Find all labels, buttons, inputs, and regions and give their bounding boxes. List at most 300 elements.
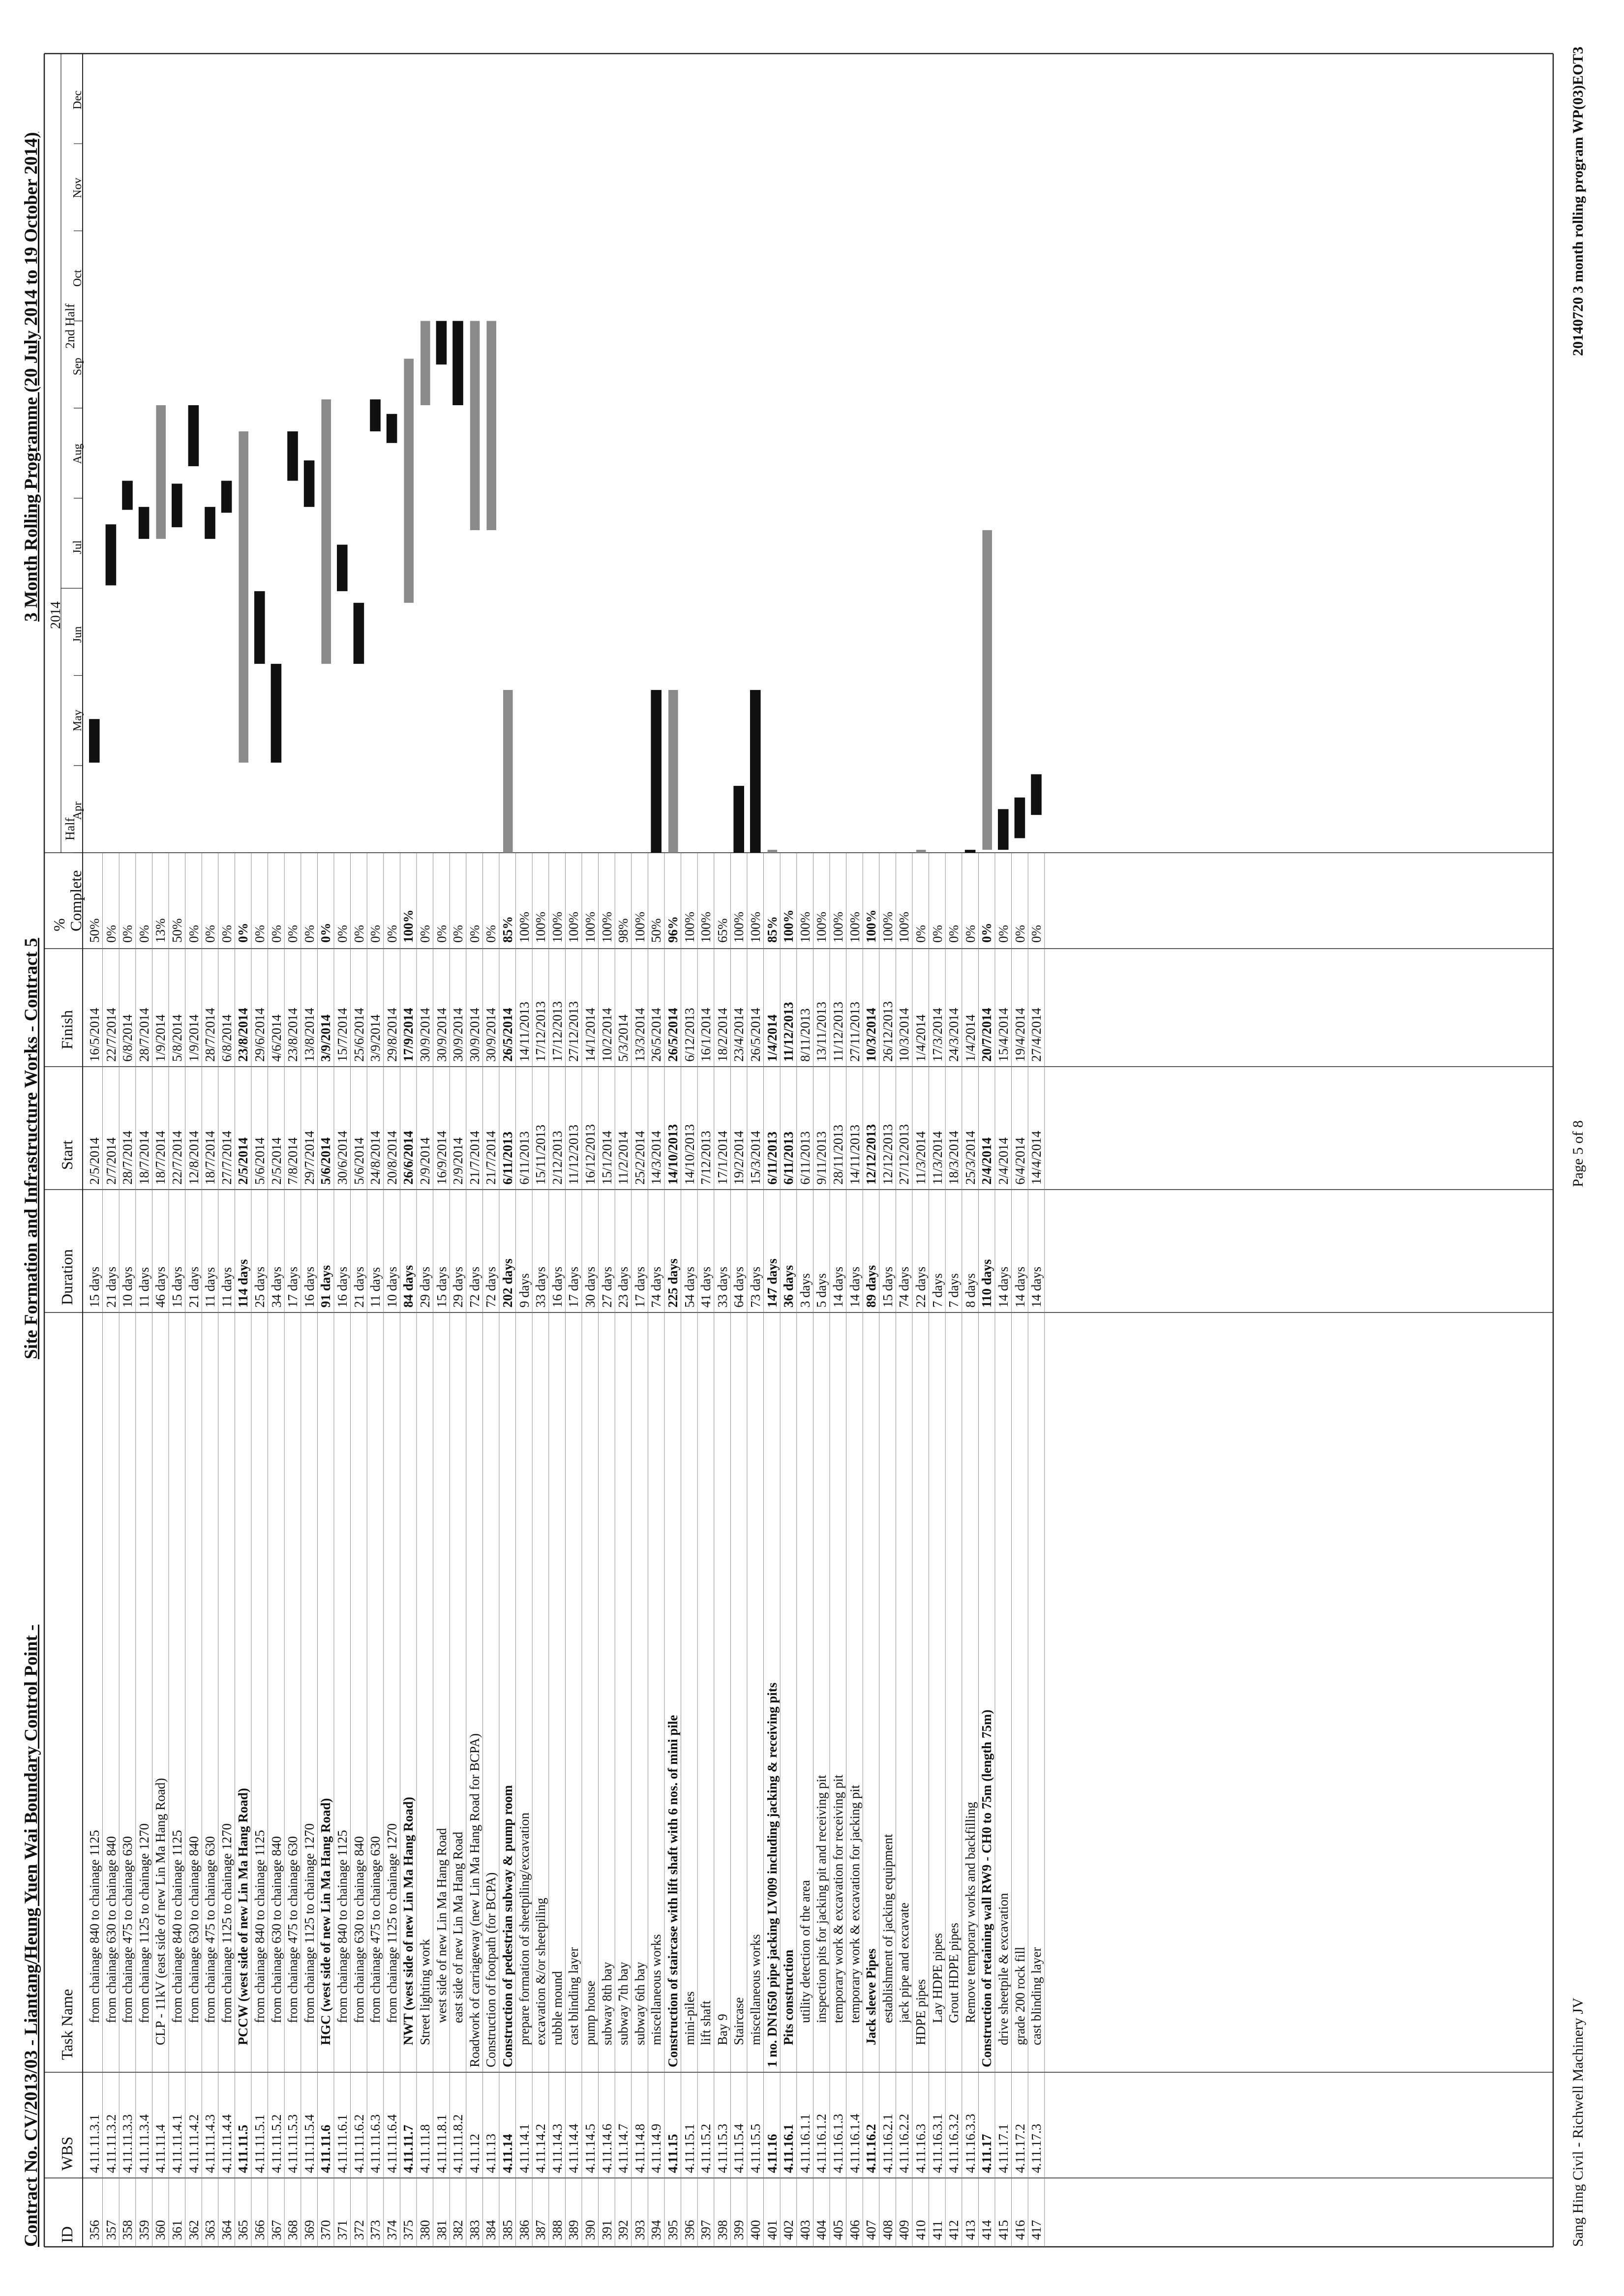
summary-bar xyxy=(503,690,513,853)
cell-wbs: 4.11.11.4.2 xyxy=(186,2114,201,2173)
cell-name: Construction of staircase with lift shaft with 6 nos. of mini pile xyxy=(665,1715,680,2067)
cell-complete: 0% xyxy=(120,925,135,943)
month-label: May xyxy=(71,710,84,732)
cell-id: 392 xyxy=(616,2220,631,2240)
cell-id: 411 xyxy=(930,2220,945,2240)
month-label: Aug xyxy=(71,444,84,464)
cell-complete: 100% xyxy=(781,909,796,943)
cell-id: 385 xyxy=(500,2220,515,2240)
cell-wbs: 4.11.13 xyxy=(483,2134,499,2173)
cell-id: 399 xyxy=(731,2220,747,2240)
cell-name: from chainage 1125 to chainage 1270 xyxy=(301,1823,317,2023)
cell-start: 16/9/2014 xyxy=(434,1131,449,1185)
cell-id: 382 xyxy=(451,2220,466,2240)
cell-wbs: 4.11.16.3.1 xyxy=(930,2114,945,2173)
cell-wbs: 4.11.14.1 xyxy=(516,2123,532,2173)
cell-complete: 0% xyxy=(136,925,151,943)
cell-id: 369 xyxy=(301,2220,317,2240)
works-title: Site Formation and Infrastructure Works - Contract 5 xyxy=(21,938,41,1359)
cell-name: subway 6th bay xyxy=(632,1962,647,2045)
cell-complete: 50% xyxy=(87,918,102,943)
cell-wbs: 4.11.11.8.2 xyxy=(451,2114,466,2173)
col-header-complete-1: % xyxy=(50,918,68,931)
footer-file-reference: 20140720 3 month rolling program WP(03)EOT3 xyxy=(1570,46,1586,356)
cell-finish: 30/9/2014 xyxy=(483,1008,499,1062)
cell-name: from chainage 1125 to chainage 1270 xyxy=(136,1823,151,2023)
task-bar xyxy=(89,719,100,763)
cell-start: 5/6/2014 xyxy=(318,1137,333,1185)
col-header-wbs: WBS xyxy=(58,2136,76,2171)
cell-start: 14/10/2013 xyxy=(682,1124,697,1185)
cell-start: 2/4/2014 xyxy=(996,1137,1011,1185)
cell-finish: 15/7/2014 xyxy=(335,1008,350,1062)
cell-id: 390 xyxy=(583,2220,598,2240)
cell-name: PCCW (west side of new Lin Ma Hang Road) xyxy=(236,1788,251,2045)
cell-name: Lay HDPE pipes xyxy=(930,1933,945,2023)
cell-duration: 11 days xyxy=(203,1267,218,1308)
cell-complete: 0% xyxy=(384,925,399,943)
cell-id: 389 xyxy=(566,2220,581,2240)
cell-start: 22/7/2014 xyxy=(170,1131,184,1185)
month-label: Jul xyxy=(71,540,84,554)
month-label: Dec xyxy=(71,90,84,110)
cell-start: 2/5/2014 xyxy=(87,1137,102,1185)
cell-finish: 14/1/2014 xyxy=(583,1008,598,1062)
cell-duration: 29 days xyxy=(418,1266,432,1308)
cell-id: 357 xyxy=(103,2220,119,2240)
task-bar xyxy=(1031,774,1042,815)
cell-id: 405 xyxy=(831,2220,845,2240)
cell-name: Grout HDPE pipes xyxy=(946,1923,962,2023)
cell-name: cast blinding layer xyxy=(1029,1947,1044,2045)
cell-finish: 26/5/2014 xyxy=(500,1008,515,1062)
task-bar xyxy=(221,481,232,513)
cell-wbs: 4.11.14.4 xyxy=(566,2123,581,2173)
cell-duration: 36 days xyxy=(781,1265,796,1308)
cell-wbs: 4.11.16.2.1 xyxy=(880,2114,895,2173)
cell-id: 362 xyxy=(186,2220,201,2240)
cell-id: 394 xyxy=(649,2220,664,2240)
col-header-id: ID xyxy=(58,2226,76,2243)
cell-wbs: 4.11.11.4 xyxy=(153,2124,168,2173)
cell-wbs: 4.11.11.5.1 xyxy=(252,2114,267,2173)
cell-id: 398 xyxy=(715,2220,730,2240)
cell-duration: 72 days xyxy=(483,1266,499,1308)
cell-name: Roadwork of carriageway (new Lin Ma Hang Road for BCPA) xyxy=(467,1733,482,2067)
cell-complete: 0% xyxy=(434,925,449,943)
cell-finish: 4/6/2014 xyxy=(269,1014,284,1062)
summary-bar xyxy=(404,358,414,602)
cell-complete: 100% xyxy=(797,912,812,943)
cell-wbs: 4.11.14 xyxy=(500,2134,515,2173)
cell-id: 373 xyxy=(368,2220,383,2240)
cell-id: 371 xyxy=(335,2220,350,2240)
cell-start: 21/7/2014 xyxy=(483,1131,499,1185)
cell-name: subway 7th bay xyxy=(616,1962,631,2045)
cell-start: 15/11/2013 xyxy=(533,1124,548,1185)
cell-wbs: 4.11.11.5.2 xyxy=(269,2114,284,2173)
cell-complete: 0% xyxy=(318,923,333,943)
cell-name: Pits construction xyxy=(781,1949,796,2045)
cell-finish: 24/3/2014 xyxy=(946,1008,962,1062)
cell-finish: 15/4/2014 xyxy=(996,1008,1011,1062)
task-bar xyxy=(304,460,315,507)
cell-finish: 26/5/2014 xyxy=(665,1008,680,1062)
cell-complete: 0% xyxy=(252,925,267,943)
cell-wbs: 4.11.15.4 xyxy=(731,2123,747,2173)
cell-start: 14/4/2014 xyxy=(1029,1131,1044,1185)
cell-start: 9/11/2013 xyxy=(814,1131,829,1185)
cell-duration: 10 days xyxy=(384,1266,399,1308)
cell-start: 16/12/2013 xyxy=(583,1124,598,1185)
cell-complete: 0% xyxy=(186,925,201,943)
task-bar xyxy=(354,603,364,664)
cell-complete: 98% xyxy=(616,918,631,943)
cell-start: 2/5/2014 xyxy=(236,1137,251,1185)
cell-id: 400 xyxy=(748,2220,763,2240)
cell-duration: 11 days xyxy=(136,1267,151,1308)
cell-start: 5/6/2014 xyxy=(252,1137,267,1185)
cell-complete: 100% xyxy=(864,909,879,943)
cell-name: from chainage 630 to chainage 840 xyxy=(103,1836,119,2023)
cell-duration: 5 days xyxy=(814,1273,829,1308)
cell-wbs: 4.11.14.8 xyxy=(632,2123,647,2173)
cell-complete: 85% xyxy=(764,916,780,943)
cell-complete: 100% xyxy=(682,912,697,943)
cell-complete: 0% xyxy=(351,925,366,943)
cell-finish: 17/3/2014 xyxy=(930,1008,945,1062)
cell-duration: 21 days xyxy=(351,1266,366,1308)
cell-finish: 19/4/2014 xyxy=(1012,1008,1027,1062)
task-bar xyxy=(998,809,1009,850)
cell-start: 2/5/2014 xyxy=(269,1137,284,1185)
cell-start: 18/7/2014 xyxy=(136,1131,151,1185)
cell-start: 21/7/2014 xyxy=(467,1131,482,1185)
cell-duration: 23 days xyxy=(616,1266,631,1308)
cell-start: 2/9/2014 xyxy=(451,1137,466,1185)
cell-start: 28/7/2014 xyxy=(120,1131,135,1185)
month-label: Sep xyxy=(71,358,84,376)
cell-finish: 6/8/2014 xyxy=(120,1014,135,1062)
cell-wbs: 4.11.16.3.3 xyxy=(962,2114,978,2173)
cell-name: Construction of pedestrian subway & pump room xyxy=(500,1785,515,2067)
cell-complete: 13% xyxy=(153,918,168,943)
cell-name: CLP - 11kV (east side of new Lin Ma Hang Road) xyxy=(153,1778,168,2045)
cell-name: utility detection of the area xyxy=(797,1880,812,2023)
cell-duration: 7 days xyxy=(946,1273,962,1308)
cell-start: 25/3/2014 xyxy=(962,1131,978,1185)
cell-start: 28/11/2013 xyxy=(831,1124,845,1185)
cell-wbs: 4.11.16.2.2 xyxy=(897,2114,912,2173)
cell-finish: 5/8/2014 xyxy=(170,1014,184,1062)
cell-duration: 33 days xyxy=(533,1266,548,1308)
cell-finish: 23/8/2014 xyxy=(285,1008,301,1062)
cell-id: 367 xyxy=(269,2220,284,2240)
cell-finish: 5/3/2014 xyxy=(616,1014,631,1062)
cell-finish: 1/4/2014 xyxy=(764,1014,780,1062)
cell-duration: 114 days xyxy=(236,1259,251,1308)
cell-finish: 17/9/2014 xyxy=(401,1008,416,1062)
cell-duration: 15 days xyxy=(434,1266,449,1308)
cell-wbs: 4.11.11.6.1 xyxy=(335,2114,350,2173)
cell-wbs: 4.11.16.1 xyxy=(781,2124,796,2173)
cell-finish: 20/7/2014 xyxy=(979,1008,994,1062)
cell-name: east side of new Lin Ma Hang Road xyxy=(451,1831,466,2023)
cell-duration: 16 days xyxy=(335,1266,350,1308)
cell-id: 408 xyxy=(880,2220,895,2240)
cell-complete: 65% xyxy=(715,918,730,943)
cell-name: temporary work & excavation for jacking pit xyxy=(847,1785,862,2023)
cell-finish: 8/11/2013 xyxy=(797,1008,812,1062)
cell-wbs: 4.11.14.7 xyxy=(616,2123,631,2173)
cell-duration: 147 days xyxy=(764,1258,780,1308)
cell-name: from chainage 840 to chainage 1125 xyxy=(252,1830,267,2023)
col-header-start: Start xyxy=(58,1140,76,1170)
month-label: Nov xyxy=(71,178,84,198)
cell-duration: 225 days xyxy=(665,1258,680,1308)
cell-complete: 0% xyxy=(219,925,234,943)
cell-name: Remove temporary works and backfilling xyxy=(962,1802,978,2023)
cell-duration: 11 days xyxy=(219,1267,234,1308)
cell-complete: 100% xyxy=(748,912,763,943)
cell-wbs: 4.11.15.5 xyxy=(748,2123,763,2173)
cell-name: inspection pits for jacking pit and receiving pit xyxy=(814,1775,829,2023)
cell-complete: 0% xyxy=(335,925,350,943)
cell-wbs: 4.11.11.5 xyxy=(236,2124,251,2173)
cell-wbs: 4.11.11.6.2 xyxy=(351,2114,366,2173)
cell-finish: 14/11/2013 xyxy=(516,1001,532,1062)
cell-id: 374 xyxy=(384,2220,399,2240)
cell-duration: 15 days xyxy=(880,1266,895,1308)
cell-id: 380 xyxy=(418,2220,432,2240)
cell-id: 401 xyxy=(764,2220,780,2240)
cell-start: 2/4/2014 xyxy=(979,1137,994,1185)
cell-start: 20/8/2014 xyxy=(384,1131,399,1185)
cell-finish: 10/2/2014 xyxy=(599,1008,614,1062)
cell-complete: 0% xyxy=(368,925,383,943)
cell-start: 18/7/2014 xyxy=(203,1131,218,1185)
cell-name: from chainage 840 to chainage 1125 xyxy=(335,1830,350,2023)
cell-start: 2/12/2013 xyxy=(549,1131,565,1185)
cell-wbs: 4.11.15.2 xyxy=(698,2123,714,2173)
cell-duration: 46 days xyxy=(153,1266,168,1308)
col-header-finish: Finish xyxy=(58,1010,76,1049)
cell-name: from chainage 840 to chainage 1125 xyxy=(87,1830,102,2023)
cell-complete: 0% xyxy=(203,925,218,943)
cell-name: from chainage 475 to chainage 630 xyxy=(120,1836,135,2023)
cell-finish: 22/7/2014 xyxy=(103,1008,119,1062)
cell-duration: 25 days xyxy=(252,1266,267,1308)
cell-id: 356 xyxy=(87,2220,102,2240)
cell-wbs: 4.11.17.3 xyxy=(1029,2123,1044,2173)
cell-duration: 91 days xyxy=(318,1265,333,1308)
cell-duration: 16 days xyxy=(549,1266,565,1308)
cell-id: 412 xyxy=(946,2220,962,2240)
cell-finish: 17/12/2013 xyxy=(533,1001,548,1062)
cell-duration: 8 days xyxy=(962,1273,978,1308)
cell-start: 24/8/2014 xyxy=(368,1131,383,1185)
cell-name: 1 no. DN1650 pipe jacking LV009 including jacking & receiving pits xyxy=(764,1682,780,2067)
cell-name: jack pipe and excavate xyxy=(897,1902,912,2023)
cell-start: 6/11/2013 xyxy=(781,1131,796,1185)
task-bar xyxy=(139,507,150,539)
task-bar xyxy=(452,321,463,405)
cell-duration: 54 days xyxy=(682,1266,697,1308)
cell-finish: 6/8/2014 xyxy=(219,1014,234,1062)
cell-finish: 3/9/2014 xyxy=(368,1014,383,1062)
cell-start: 15/3/2014 xyxy=(748,1131,763,1185)
cell-name: rubble mound xyxy=(549,1971,565,2045)
task-bar xyxy=(651,690,662,853)
cell-duration: 14 days xyxy=(1012,1266,1027,1308)
summary-bar xyxy=(470,321,480,530)
cell-complete: 100% xyxy=(897,912,912,943)
cell-wbs: 4.11.16.1.4 xyxy=(847,2114,862,2173)
cell-finish: 16/5/2014 xyxy=(87,1008,102,1062)
cell-id: 383 xyxy=(467,2220,482,2240)
cell-name: NWT (west side of new Lin Ma Hang Road) xyxy=(401,1796,416,2045)
cell-id: 384 xyxy=(483,2220,499,2240)
cell-duration: 7 days xyxy=(930,1273,945,1308)
cell-duration: 110 days xyxy=(979,1259,994,1308)
cell-start: 11/3/2014 xyxy=(930,1131,945,1185)
cell-wbs: 4.11.17 xyxy=(979,2134,994,2173)
cell-id: 388 xyxy=(549,2220,565,2240)
cell-id: 359 xyxy=(136,2220,151,2240)
cell-duration: 74 days xyxy=(897,1266,912,1308)
col-header-task-name: Task Name xyxy=(58,1989,76,2060)
cell-name: from chainage 630 to chainage 840 xyxy=(186,1836,201,2023)
cell-finish: 11/12/2013 xyxy=(831,1001,845,1062)
cell-duration: 14 days xyxy=(831,1266,845,1308)
cell-name: from chainage 475 to chainage 630 xyxy=(368,1836,383,2023)
cell-start: 12/12/2013 xyxy=(880,1124,895,1185)
cell-id: 409 xyxy=(897,2220,912,2240)
cell-start: 19/2/2014 xyxy=(731,1131,747,1185)
cell-duration: 22 days xyxy=(913,1266,928,1308)
cell-complete: 100% xyxy=(880,912,895,943)
cell-id: 416 xyxy=(1012,2220,1027,2240)
cell-id: 368 xyxy=(285,2220,301,2240)
cell-wbs: 4.11.11.7 xyxy=(401,2124,416,2173)
cell-duration: 17 days xyxy=(566,1266,581,1308)
cell-finish: 18/2/2014 xyxy=(715,1008,730,1062)
cell-finish: 29/6/2014 xyxy=(252,1008,267,1062)
cell-wbs: 4.11.11.5.3 xyxy=(285,2114,301,2173)
cell-finish: 16/1/2014 xyxy=(698,1008,714,1062)
cell-wbs: 4.11.15 xyxy=(665,2134,680,2173)
cell-complete: 0% xyxy=(301,925,317,943)
cell-duration: 73 days xyxy=(748,1266,763,1308)
cell-complete: 50% xyxy=(649,918,664,943)
cell-duration: 15 days xyxy=(170,1266,184,1308)
cell-finish: 28/7/2014 xyxy=(203,1008,218,1062)
cell-duration: 9 days xyxy=(516,1273,532,1308)
cell-start: 6/11/2013 xyxy=(764,1131,780,1185)
task-bar xyxy=(370,399,381,431)
cell-start: 14/3/2014 xyxy=(649,1131,664,1185)
summary-bar xyxy=(239,431,248,763)
summary-bar xyxy=(156,405,166,539)
cell-duration: 21 days xyxy=(103,1266,119,1308)
cell-duration: 17 days xyxy=(285,1266,301,1308)
cell-id: 413 xyxy=(962,2220,978,2240)
cell-wbs: 4.11.16.1.3 xyxy=(831,2114,845,2173)
cell-name: HDPE pipes xyxy=(913,1979,928,2045)
timescale-half-right: 2nd Half xyxy=(63,303,77,349)
cell-duration: 84 days xyxy=(401,1265,416,1308)
cell-name: from chainage 475 to chainage 630 xyxy=(203,1836,218,2023)
cell-complete: 100% xyxy=(583,912,598,943)
cell-id: 393 xyxy=(632,2220,647,2240)
programme-title: 3 Month Rolling Programme (20 July 2014 to 19 October 2014) xyxy=(21,132,41,622)
cell-id: 372 xyxy=(351,2220,366,2240)
cell-complete: 0% xyxy=(483,925,499,943)
cell-wbs: 4.11.16.1.1 xyxy=(797,2114,812,2173)
cell-name: Staircase xyxy=(731,1997,747,2045)
task-bar xyxy=(188,405,199,466)
month-label: Oct xyxy=(71,269,84,287)
cell-complete: 0% xyxy=(979,923,994,943)
cell-finish: 1/4/2014 xyxy=(962,1014,978,1062)
cell-wbs: 4.11.16.2 xyxy=(864,2124,879,2173)
cell-id: 387 xyxy=(533,2220,548,2240)
cell-name: subway 8th bay xyxy=(599,1962,614,2045)
cell-name: lift shaft xyxy=(698,2000,714,2045)
summary-bar xyxy=(421,321,430,405)
cell-wbs: 4.11.14.2 xyxy=(533,2123,548,2173)
cell-finish: 28/7/2014 xyxy=(136,1008,151,1062)
footer-contractor: Sang Hing Civil - Richwell Machinery JV xyxy=(1570,1998,1586,2247)
cell-start: 18/3/2014 xyxy=(946,1131,962,1185)
cell-start: 12/8/2014 xyxy=(186,1131,201,1185)
cell-wbs: 4.11.11.6.4 xyxy=(384,2114,399,2173)
cell-duration: 34 days xyxy=(269,1266,284,1308)
cell-complete: 100% xyxy=(533,912,548,943)
cell-id: 402 xyxy=(781,2220,796,2240)
cell-finish: 13/11/2013 xyxy=(814,1001,829,1062)
cell-finish: 25/6/2014 xyxy=(351,1008,366,1062)
cell-duration: 10 days xyxy=(120,1266,135,1308)
cell-finish: 30/9/2014 xyxy=(467,1008,482,1062)
cell-name: miscellaneous works xyxy=(748,1934,763,2045)
cell-duration: 33 days xyxy=(715,1266,730,1308)
cell-start: 15/1/2014 xyxy=(599,1131,614,1185)
task-bar xyxy=(1015,798,1025,838)
cell-name: from chainage 1125 to chainage 1270 xyxy=(219,1823,234,2023)
cell-complete: 0% xyxy=(467,925,482,943)
cell-start: 11/3/2014 xyxy=(913,1131,928,1185)
cell-name: Bay 9 xyxy=(715,2014,730,2045)
timescale-half-left: Half xyxy=(63,817,77,840)
cell-wbs: 4.11.17.1 xyxy=(996,2123,1011,2173)
cell-duration: 14 days xyxy=(1029,1266,1044,1308)
cell-finish: 30/9/2014 xyxy=(418,1008,432,1062)
cell-wbs: 4.11.16.3 xyxy=(913,2123,928,2173)
cell-name: pump house xyxy=(583,1980,598,2045)
cell-duration: 17 days xyxy=(632,1266,647,1308)
cell-complete: 100% xyxy=(632,912,647,943)
cell-finish: 10/3/2014 xyxy=(864,1008,879,1062)
cell-name: Street lighting work xyxy=(418,1939,432,2045)
cell-complete: 100% xyxy=(516,912,532,943)
cell-wbs: 4.11.11.5.4 xyxy=(301,2114,317,2173)
cell-duration: 29 days xyxy=(451,1266,466,1308)
cell-name: Jack sleeve Pipes xyxy=(864,1948,879,2045)
cell-wbs: 4.11.14.3 xyxy=(549,2123,565,2173)
cell-finish: 30/9/2014 xyxy=(451,1008,466,1062)
cell-start: 6/4/2014 xyxy=(1012,1137,1027,1185)
